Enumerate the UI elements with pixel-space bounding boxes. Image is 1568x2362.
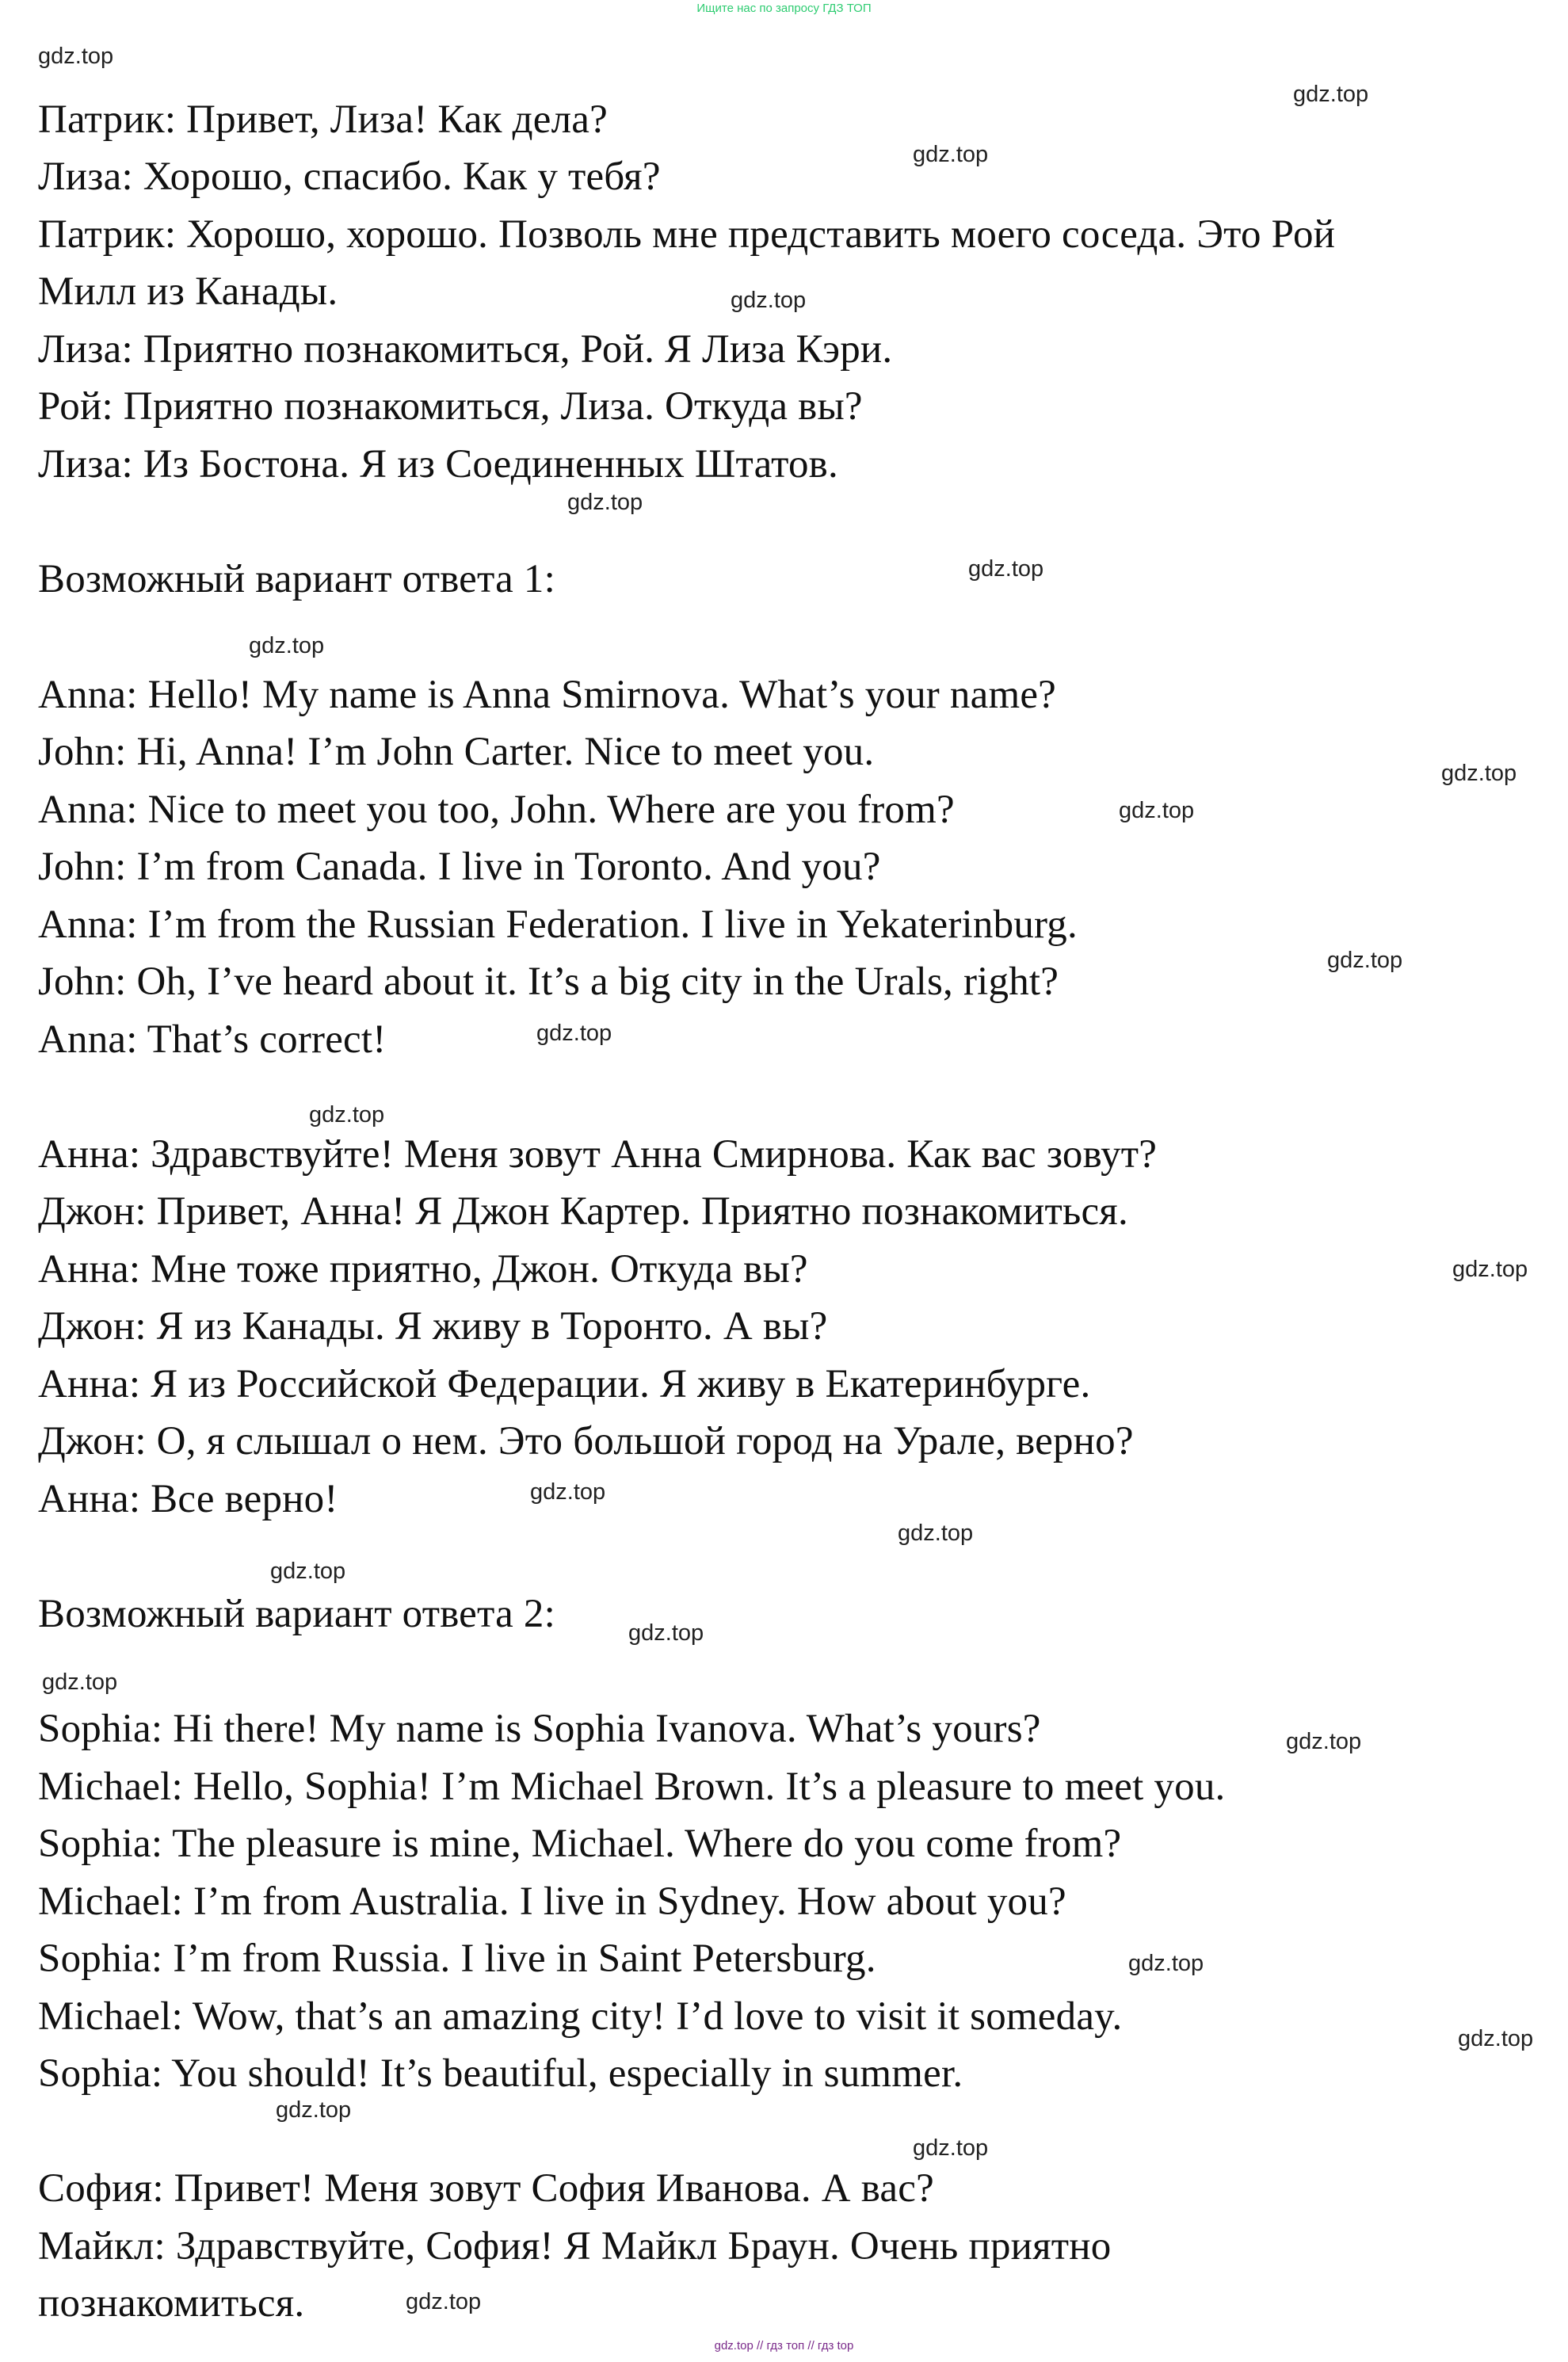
watermark: gdz.top (731, 288, 807, 313)
dialogue-1-line: Патрик: Привет, Лиза! Как дела? (38, 97, 608, 142)
variant-1-russian-line: Анна: Мне тоже приятно, Джон. Откуда вы? (38, 1247, 808, 1292)
watermark: gdz.top (1119, 798, 1195, 823)
variant-1-russian-line: Джон: О, я слышал о нем. Это большой город на Урале, верно? (38, 1419, 1134, 1463)
variant-2-russian-line: познакомиться. (38, 2281, 305, 2326)
variant-2-heading: Возможный вариант ответа 2: (38, 1592, 555, 1636)
variant-1-heading: Возможный вариант ответа 1: (38, 557, 555, 601)
watermark: gdz.top (536, 1021, 612, 1046)
watermark: gdz.top (249, 633, 325, 658)
variant-1-russian-line: Анна: Все верно! (38, 1477, 338, 1521)
variant-1-russian-line: Анна: Здравствуйте! Меня зовут Анна Смирнова. Как вас зовут? (38, 1132, 1158, 1177)
variant-1-english-line: John: Hi, Anna! I’m John Carter. Nice to meet you. (38, 730, 875, 774)
variant-1-russian-line: Джон: Привет, Анна! Я Джон Картер. Приятно познакомиться. (38, 1189, 1128, 1234)
watermark: gdz.top (567, 490, 643, 515)
watermark: gdz.top (898, 1521, 974, 1546)
watermark: gdz.top (913, 142, 989, 167)
watermark: gdz.top (913, 2135, 989, 2161)
variant-1-english-line: Anna: Hello! My name is Anna Smirnova. What’s your name? (38, 673, 1057, 717)
watermark: gdz.top (1327, 948, 1403, 973)
variant-1-russian-line: Анна: Я из Российской Федерации. Я живу в Екатеринбурге. (38, 1362, 1091, 1406)
variant-2-english-line: Michael: I’m from Australia. I live in Sydney. How about you? (38, 1879, 1066, 1924)
watermark: gdz.top (42, 1669, 118, 1695)
variant-1-english-line: John: Oh, I’ve heard about it. It’s a big city in the Urals, right? (38, 960, 1059, 1004)
variant-2-english-line: Sophia: Hi there! My name is Sophia Ivanova. What’s yours? (38, 1707, 1041, 1751)
variant-2-english-line: Michael: Hello, Sophia! I’m Michael Brown. It’s a pleasure to meet you. (38, 1765, 1226, 1809)
watermark: gdz.top (406, 2289, 482, 2314)
dialogue-1-line: Лиза: Хорошо, спасибо. Как у тебя? (38, 155, 661, 199)
watermark: gdz.top (309, 1102, 385, 1128)
watermark: gdz.top (1458, 2026, 1534, 2051)
dialogue-1-line: Рой: Приятно познакомиться, Лиза. Откуда вы? (38, 384, 863, 429)
watermark: gdz.top (270, 1559, 346, 1584)
variant-2-english-line: Sophia: The pleasure is mine, Michael. Where do you come from? (38, 1822, 1122, 1866)
watermark: gdz.top (530, 1479, 606, 1505)
watermark: gdz.top (628, 1620, 704, 1646)
footer-links[interactable]: gdz.top // гдз топ // гдз top (714, 2339, 854, 2352)
watermark: gdz.top (1441, 761, 1517, 786)
dialogue-1-line: Патрик: Хорошо, хорошо. Позволь мне представить моего соседа. Это Рой (38, 212, 1336, 257)
dialogue-1-line: Лиза: Приятно познакомиться, Рой. Я Лиза Кэри. (38, 327, 893, 372)
watermark: gdz.top (276, 2097, 352, 2123)
variant-1-english-line: Anna: I’m from the Russian Federation. I live in Yekaterinburg. (38, 902, 1078, 947)
variant-2-english-line: Sophia: You should! It’s beautiful, especially in summer. (38, 2051, 963, 2096)
dialogue-1-line: Милл из Канады. (38, 269, 338, 314)
watermark: gdz.top (968, 556, 1044, 582)
variant-1-english-line: Anna: That’s correct! (38, 1017, 387, 1062)
variant-1-russian-line: Джон: Я из Канады. Я живу в Торонто. А вы? (38, 1304, 828, 1349)
variant-1-english-line: John: I’m from Canada. I live in Toronto. And you? (38, 845, 881, 889)
dialogue-1-line: Лиза: Из Бостона. Я из Соединенных Штатов. (38, 442, 838, 487)
variant-2-russian-line: София: Привет! Меня зовут София Иванова. А вас? (38, 2166, 934, 2211)
variant-1-english-line: Anna: Nice to meet you too, John. Where are you from? (38, 788, 955, 832)
watermark: gdz.top (38, 44, 114, 69)
top-banner[interactable]: Ищите нас по запросу ГДЗ ТОП (696, 2, 872, 15)
watermark: gdz.top (1452, 1257, 1528, 1282)
variant-2-english-line: Michael: Wow, that’s an amazing city! I’d love to visit it someday. (38, 1994, 1123, 2039)
watermark: gdz.top (1293, 82, 1369, 107)
variant-2-english-line: Sophia: I’m from Russia. I live in Saint Petersburg. (38, 1937, 876, 1981)
variant-2-russian-line: Майкл: Здравствуйте, София! Я Майкл Браун. Очень приятно (38, 2224, 1112, 2269)
watermark: gdz.top (1286, 1729, 1362, 1754)
watermark: gdz.top (1128, 1951, 1204, 1976)
